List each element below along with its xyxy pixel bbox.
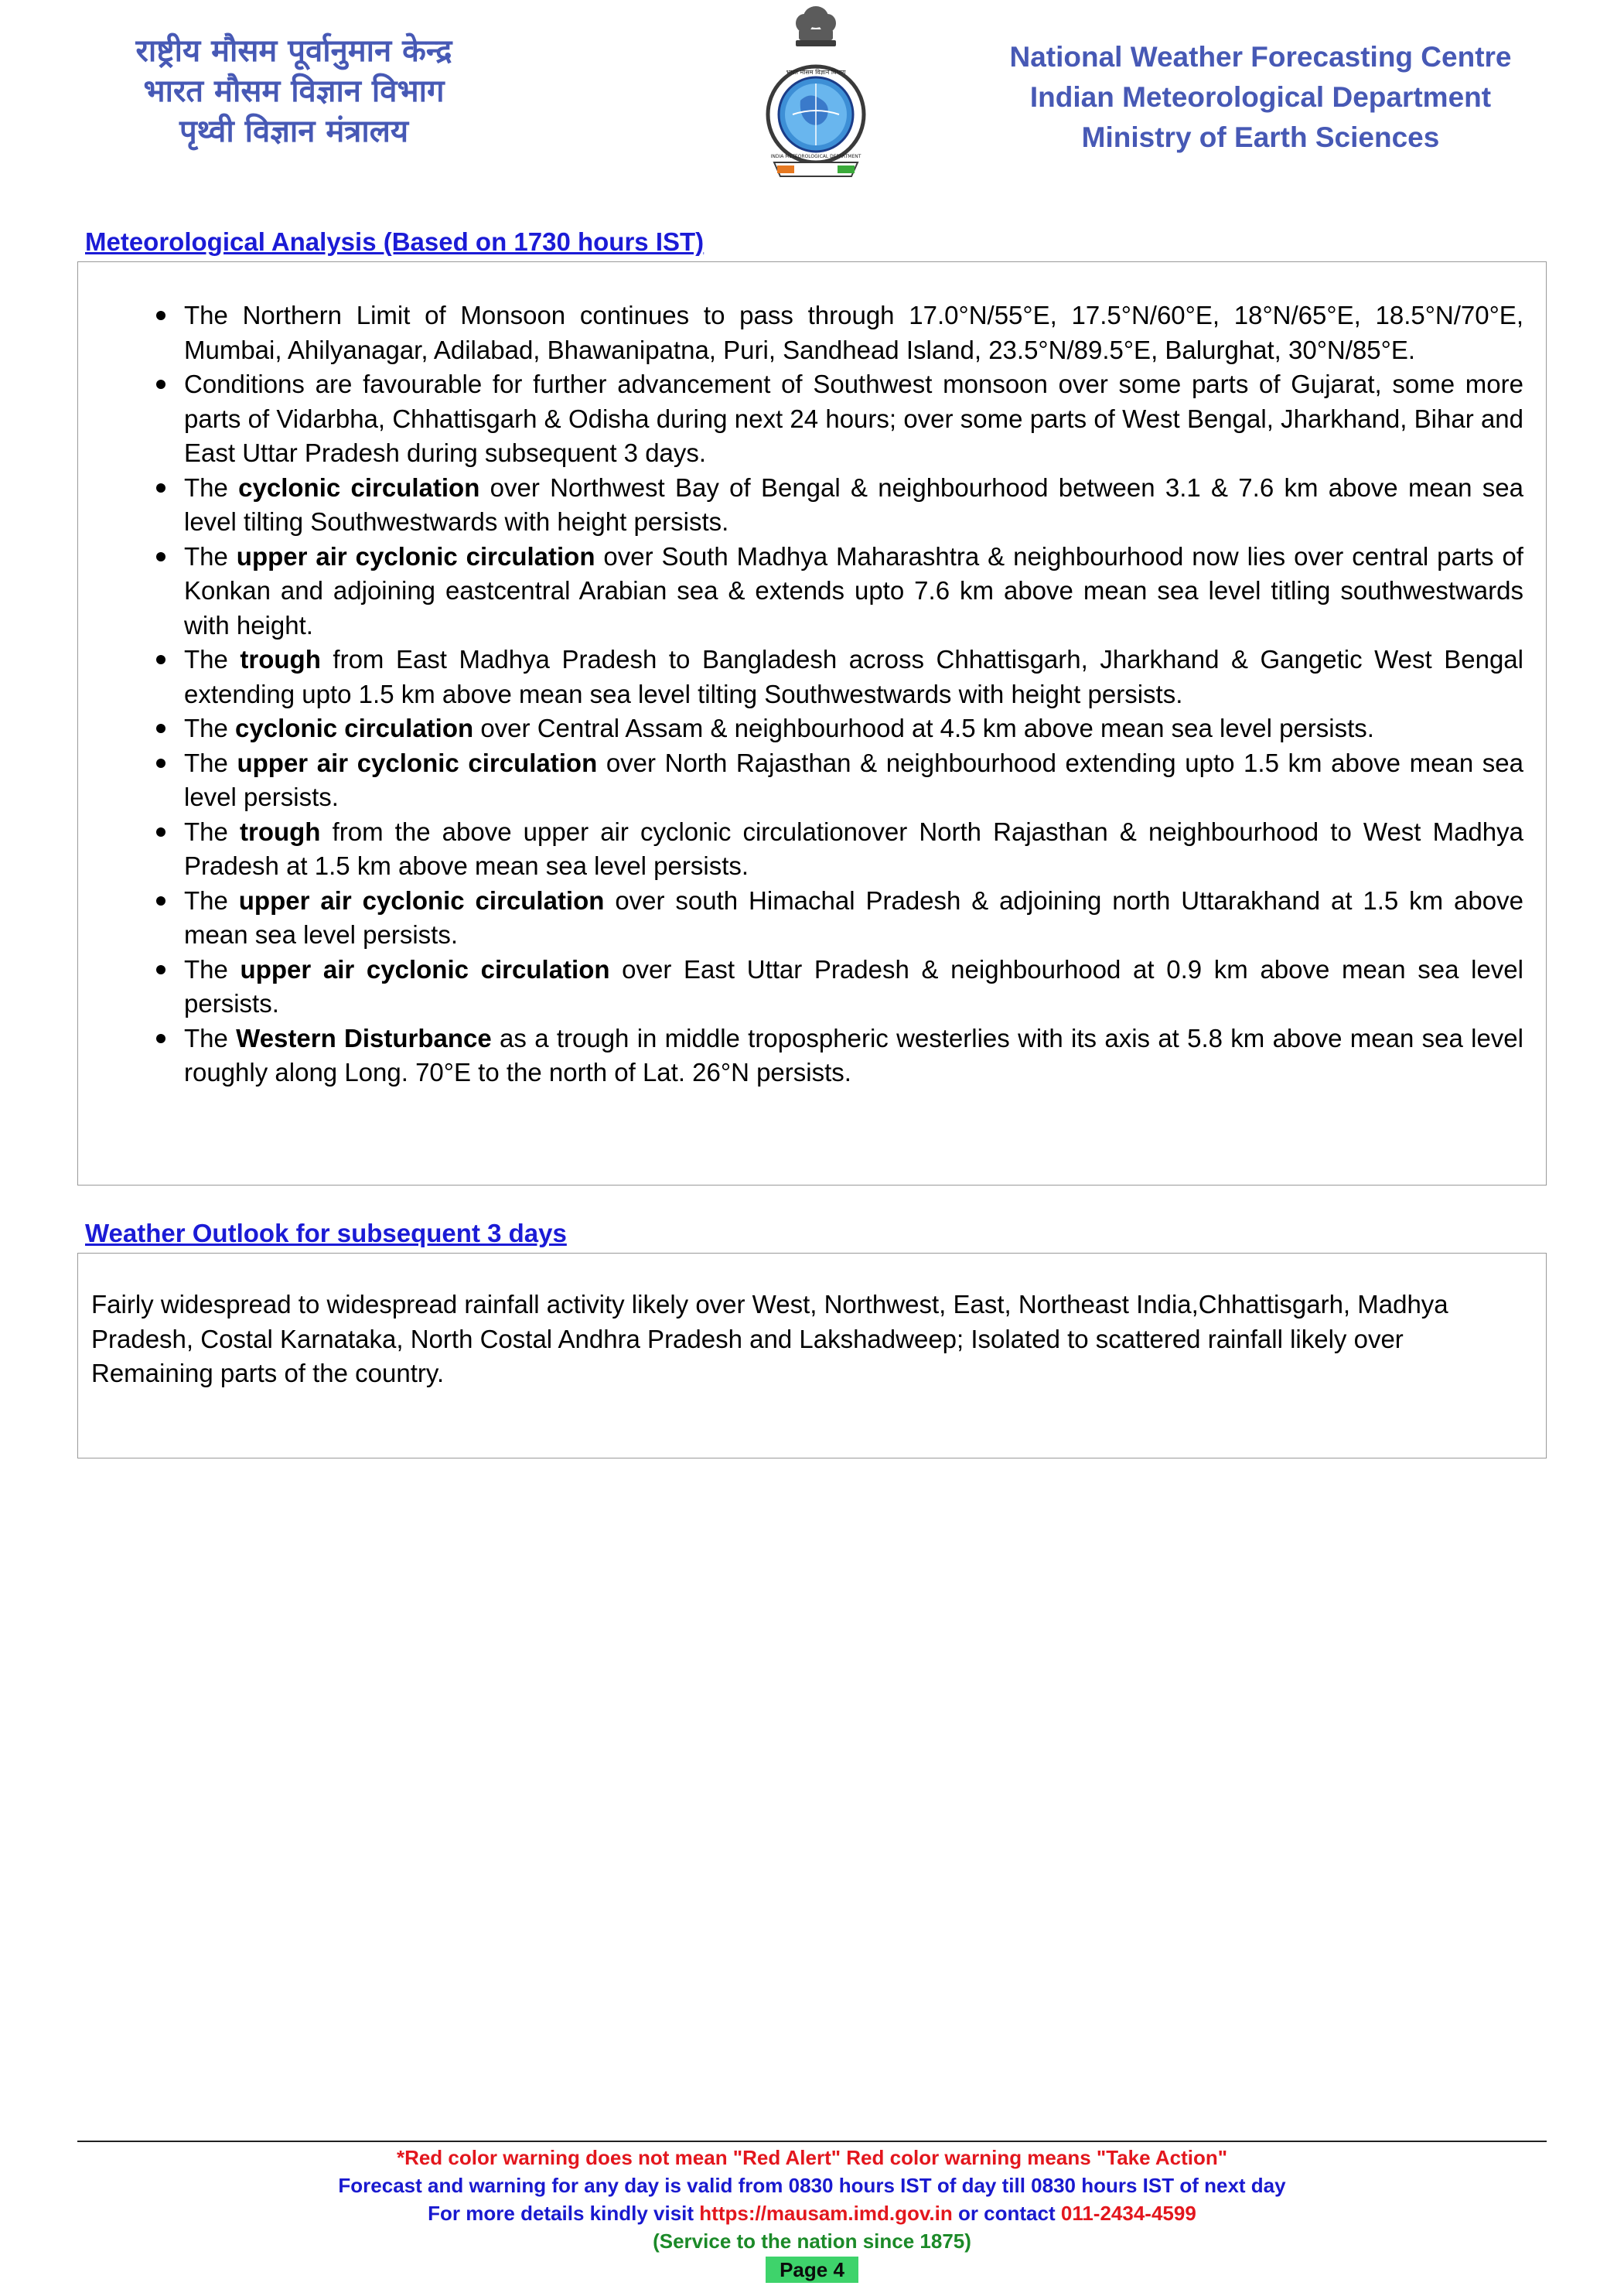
footer-warning-note: *Red color warning does not mean "Red Alert" Red color warning means "Take Action" (396, 2146, 1228, 2169)
page-footer (0, 2144, 1624, 2284)
outlook-text: Fairly widespread to widespread rainfall activity likely over West, Northwest, East, Northeast India,Chhattisgarh, Madhya Pradesh, Costal Karnataka, North Costal Andhra Pradesh and Lakshadweep; Isolated to scattered rainfall likely over Remaining parts of the country. (91, 1290, 1448, 1387)
analysis-item-keyword: cyclonic circulation (238, 473, 480, 502)
analysis-item-keyword: cyclonic circulation (235, 714, 474, 742)
svg-text:INDIA METEOROLOGICAL DEPARTMEN: INDIA METEOROLOGICAL DEPARTMENT (770, 154, 861, 159)
english-title-line-2: Indian Meteorological Department (1029, 81, 1492, 113)
analysis-item (107, 367, 1523, 471)
analysis-item-text: The (184, 473, 239, 502)
analysis-item-text-rest: over South Madhya Maharashtra & neighbourhood now lies over central parts of Konkan and adjoining eastcentral Arabian sea & extends upto 7.6 km above mean sea level titling southwestwards with height. (184, 541, 1523, 640)
analysis-item-text: The (184, 817, 240, 846)
bullet-icon (156, 552, 165, 561)
analysis-item-keyword: Western Disturbance (236, 1023, 492, 1052)
analysis-item-text: The (184, 1023, 237, 1052)
english-title-block (967, 37, 1554, 158)
bullet-icon (156, 483, 165, 493)
bullet-icon (156, 311, 165, 320)
footer-divider (77, 2141, 1547, 2142)
analysis-item (107, 471, 1523, 540)
english-title-line-1: National Weather Forecasting Centre (1009, 41, 1512, 73)
analysis-item-text-rest: over East Uttar Pradesh & neighbourhood at 0.9 km above mean sea level persists. (184, 954, 1523, 1018)
analysis-item (107, 953, 1523, 1022)
hindi-title-line-3: पृथ्वी विज्ञान मंत्रालय (179, 114, 409, 149)
analysis-item-text-rest: from the above upper air cyclonic circulationover North Rajasthan & neighbourhood to West Madhya Pradesh at 1.5 km above mean sea level persists. (184, 817, 1523, 880)
bullet-icon (156, 759, 165, 768)
hindi-title-line-1: राष्ट्रीय मौसम पूर्वानुमान केन्द्र (135, 33, 452, 69)
bullet-icon (156, 724, 165, 733)
footer-website-link[interactable]: https://mausam.imd.gov.in (699, 2202, 953, 2225)
analysis-item-text: The (184, 748, 237, 777)
bullet-icon (156, 965, 165, 974)
analysis-item-text: The (184, 541, 237, 571)
footer-validity-note: Forecast and warning for any day is valid from 0830 hours IST of day till 0830 hours IST of next day (338, 2174, 1286, 2197)
analysis-item-keyword: trough (239, 817, 321, 846)
footer-contact-mid: or contact (952, 2202, 1061, 2225)
analysis-item-text-rest: over Northwest Bay of Bengal & neighbourhood between 3.1 & 7.6 km above mean sea level tilting Southwestwards with height persists. (184, 473, 1523, 536)
lion-capital-icon (796, 6, 836, 46)
page-header (0, 0, 1624, 193)
analysis-item-text-rest: over North Rajasthan & neighbourhood extending upto 1.5 km above mean sea level persists. (184, 748, 1523, 811)
footer-phone-number: 011-2434-4599 (1060, 2202, 1196, 2225)
analysis-item-text: The Northern Limit of Monsoon continues to pass through 17.0°N/55°E, 17.5°N/60°E, 18°N/65°E, 18.5°N/70°E, Mumbai, Ahilyanagar, Adilabad, Bhawanipatna, Puri, Sandhead Island, 23.5°N/89.5°E, Balurghat, 30°N/85°E. (184, 301, 1523, 364)
analysis-item (107, 1022, 1523, 1090)
analysis-item-keyword: upper air cyclonic circulation (237, 748, 598, 777)
bullet-icon (156, 1034, 165, 1043)
outlook-section-title: Weather Outlook for subsequent 3 days (85, 1219, 567, 1247)
analysis-item-keyword: trough (240, 645, 321, 674)
bullet-icon (156, 380, 165, 389)
analysis-item-keyword: upper air cyclonic circulation (236, 541, 595, 571)
imd-emblem-logo (762, 0, 870, 186)
analysis-item-text: The (184, 954, 241, 984)
english-title-line-3: Ministry of Earth Sciences (1081, 121, 1440, 153)
analysis-item-text: The (184, 885, 239, 915)
analysis-item-text: Conditions are favourable for further advancement of Southwest monsoon over some parts of Gujarat, some more parts of Vidarbha, Chhattisgarh & Odisha during next 24 hours; over some parts of West Bengal, Jharkhand, Bihar and East Uttar Pradesh during subsequent 3 days. (184, 370, 1523, 467)
hindi-title-block (77, 31, 510, 152)
analysis-item-text-rest: as a trough in middle tropospheric westerlies with its axis at 5.8 km above mean sea level roughly along Long. 70°E to the north of Lat. 26°N persists. (184, 1023, 1523, 1087)
analysis-item (107, 884, 1523, 953)
analysis-bullet-list (107, 299, 1523, 1090)
page-number-badge: Page 4 (766, 2257, 858, 2283)
analysis-item-keyword: upper air cyclonic circulation (240, 954, 610, 984)
analysis-item-text: The (184, 645, 241, 674)
analysis-item-keyword: upper air cyclonic circulation (238, 885, 605, 915)
analysis-item (107, 299, 1523, 367)
bullet-icon (156, 827, 165, 837)
analysis-item-text: The (184, 714, 236, 742)
bullet-icon (156, 896, 165, 906)
footer-service-note: (Service to the nation since 1875) (653, 2229, 971, 2253)
analysis-item (107, 540, 1523, 643)
analysis-item-text-rest: over Central Assam & neighbourhood at 4.5 km above mean sea level persists. (473, 714, 1374, 742)
analysis-item (107, 815, 1523, 884)
analysis-item (107, 643, 1523, 711)
svg-text:भारत मौसम विज्ञान विभाग: भारत मौसम विज्ञान विभाग (786, 69, 846, 76)
analysis-item (107, 746, 1523, 815)
analysis-section-title: Meteorological Analysis (Based on 1730 hours IST) (85, 227, 705, 256)
footer-contact-line (0, 2199, 1624, 2227)
footer-details-prefix: For more details kindly visit (428, 2202, 700, 2225)
bullet-icon (156, 655, 165, 664)
hindi-title-line-2: भारत मौसम विज्ञान विभाग (143, 73, 445, 109)
analysis-item (107, 711, 1523, 746)
analysis-item-text-rest: over south Himachal Pradesh & adjoining north Uttarakhand at 1.5 km above mean sea level persists. (184, 885, 1523, 949)
analysis-item-text-rest: from East Madhya Pradesh to Bangladesh across Chhattisgarh, Jharkhand & Gangetic West Bengal extending upto 1.5 km above mean sea level tilting Southwestwards with height persists. (184, 645, 1523, 708)
